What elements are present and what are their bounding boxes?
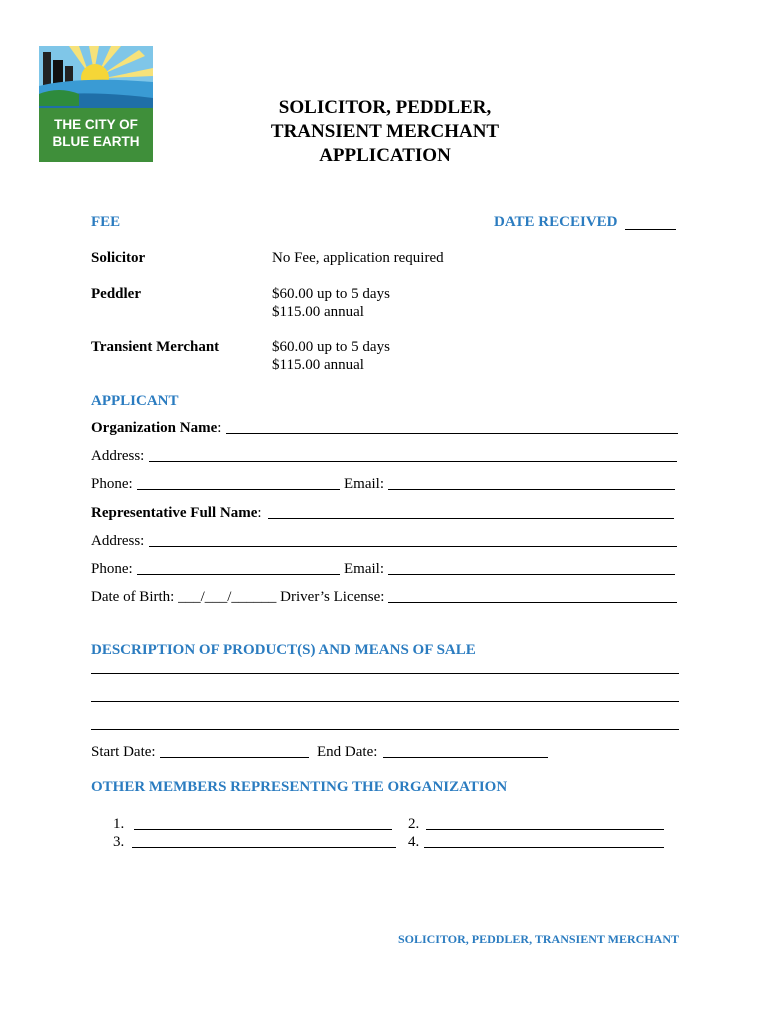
drivers-license-field[interactable] (388, 602, 677, 603)
email2-field[interactable] (388, 574, 675, 575)
start-date-label: Start Date: (91, 744, 156, 760)
address2-label: Address: (91, 533, 145, 549)
email-label: Email: (344, 476, 384, 492)
fee-peddler-line1: $60.00 up to 5 days (272, 286, 390, 302)
fee-solicitor-line1: No Fee, application required (272, 250, 444, 266)
fee-label-transient: Transient Merchant (91, 339, 220, 355)
member-field-4[interactable] (424, 847, 664, 848)
members-heading: OTHER MEMBERS REPRESENTING THE ORGANIZATION (91, 779, 508, 795)
address-label: Address: (91, 448, 145, 464)
member-field-1[interactable] (134, 829, 392, 830)
form-title (0, 96, 770, 168)
end-date-field[interactable] (383, 757, 548, 758)
address-field[interactable] (149, 461, 677, 462)
applicant-heading: APPLICANT (91, 393, 179, 409)
address2-field[interactable] (149, 546, 677, 547)
date-received-field[interactable] (625, 229, 676, 230)
title-line-1: SOLICITOR, PEDDLER, (278, 97, 492, 118)
end-date-label: End Date: (317, 744, 378, 760)
phone2-label: Phone: (91, 561, 133, 577)
description-line-3[interactable] (91, 729, 679, 730)
logo-line-1: THE CITY OF (54, 117, 138, 132)
fee-transient-line2: $115.00 annual (272, 357, 364, 373)
org-name-label: Organization Name (91, 420, 218, 436)
logo-line-2: BLUE EARTH (52, 134, 140, 149)
org-name-row: Organization Name: (91, 420, 222, 436)
page-footer: SOLICITOR, PEDDLER, TRANSIENT MERCHANT (397, 932, 679, 946)
member-field-3[interactable] (132, 847, 396, 848)
member-number-1: 1. (113, 816, 125, 832)
email-field[interactable] (388, 489, 675, 490)
phone2-field[interactable] (137, 574, 340, 575)
fee-label-solicitor: Solicitor (91, 250, 146, 266)
member-field-2[interactable] (426, 829, 664, 830)
email2-label: Email: (344, 561, 384, 577)
fee-transient-line1: $60.00 up to 5 days (272, 339, 390, 355)
org-name-field[interactable] (226, 433, 678, 434)
title-line-2: TRANSIENT MERCHANT (270, 121, 500, 142)
start-date-field[interactable] (160, 757, 309, 758)
member-number-2: 2. (408, 816, 420, 832)
drivers-license-label: Driver’s License: (280, 589, 385, 605)
member-number-4: 4. (408, 834, 420, 850)
fee-label-peddler: Peddler (91, 286, 141, 302)
member-number-3: 3. (113, 834, 125, 850)
dob-field[interactable]: ___/___/______ (178, 589, 277, 605)
dob-label: Date of Birth: (91, 589, 175, 605)
fee-peddler-line2: $115.00 annual (272, 304, 364, 320)
fee-heading: FEE (91, 214, 121, 230)
dob-row (91, 588, 384, 606)
rep-name-field[interactable] (268, 518, 674, 519)
description-line-2[interactable] (91, 701, 679, 702)
title-line-3: APPLICATION (319, 145, 451, 166)
date-received-label: DATE RECEIVED (494, 214, 618, 230)
phone-label: Phone: (91, 476, 133, 492)
rep-name-label: Representative Full Name (91, 505, 258, 521)
rep-name-row: Representative Full Name: (91, 505, 262, 521)
description-line-1[interactable] (91, 673, 679, 674)
phone-field[interactable] (137, 489, 340, 490)
description-heading: DESCRIPTION OF PRODUCT(S) AND MEANS OF SALE (91, 642, 476, 658)
